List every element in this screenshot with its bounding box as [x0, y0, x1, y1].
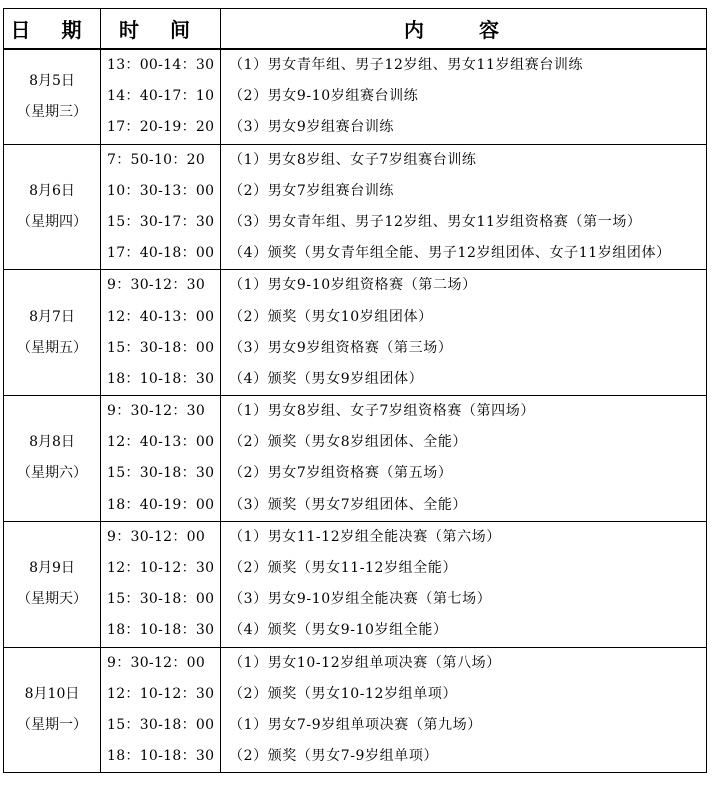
- time-slot: 9：30-12：00: [107, 654, 206, 671]
- event-item: （1）男女10-12岁组单项决赛（第八场）: [229, 654, 501, 671]
- schedule-table: [3, 8, 707, 773]
- header-row: [4, 9, 707, 50]
- event-item: （2）男女7岁组资格赛（第五场）: [229, 465, 453, 482]
- time-slot: 9：30-12：30: [107, 403, 206, 420]
- time-slot: 9：30-12：30: [107, 277, 206, 294]
- event-item: （1）男女9-10岁组资格赛（第二场）: [229, 277, 477, 294]
- content-cell: [221, 270, 707, 396]
- day-row: [4, 144, 707, 270]
- time-slot: 14：40-17：10: [107, 88, 215, 105]
- event-item: （3）男女9-10岁组全能决赛（第七场）: [229, 591, 492, 608]
- date-label: 8月8日: [29, 434, 75, 451]
- date-cell: [4, 49, 101, 144]
- date-cell: [4, 144, 101, 270]
- event-item: （2）颁奖（男女10岁组团体）: [229, 308, 433, 325]
- time-slot: 12：40-13：00: [107, 434, 215, 451]
- event-item: （3）男女9岁组资格赛（第三场）: [229, 339, 453, 356]
- time-slot: 18：10-18：30: [107, 748, 215, 765]
- schedule-body: [4, 49, 707, 773]
- event-item: （1）男女8岁组、女子7岁组资格赛（第四场）: [229, 403, 535, 420]
- time-slot: 12：40-13：00: [107, 308, 215, 325]
- time-slot: 15：30-18：30: [107, 465, 215, 482]
- header-date: 日 期: [4, 9, 101, 50]
- date-label: 8月6日: [29, 182, 75, 199]
- time-slot: 15：30-18：00: [107, 591, 215, 608]
- event-item: （1）男女8岁组、女子7岁组赛台训练: [229, 151, 477, 168]
- day-row: [4, 396, 707, 522]
- day-row: [4, 521, 707, 647]
- weekday-label: （星期天）: [17, 591, 87, 608]
- content-cell: [221, 396, 707, 522]
- weekday-label: （星期四）: [17, 213, 87, 230]
- event-item: （2）颁奖（男女10-12岁组单项）: [229, 685, 458, 702]
- date-label: 8月10日: [24, 685, 80, 702]
- event-item: （4）颁奖（男女9岁组团体）: [229, 370, 424, 387]
- time-cell: [101, 647, 221, 773]
- date-cell: [4, 521, 101, 647]
- weekday-label: （星期一）: [17, 716, 87, 733]
- weekday-label: （星期三）: [17, 103, 87, 120]
- day-row: [4, 647, 707, 773]
- time-slot: 9：30-12：00: [107, 528, 206, 545]
- time-slot: 15：30-18：00: [107, 339, 215, 356]
- day-row: [4, 49, 707, 144]
- event-item: （1）男女11-12岁组全能决赛（第六场）: [229, 528, 501, 545]
- event-item: （4）颁奖（男女9-10岁组全能）: [229, 622, 448, 639]
- time-slot: 18：10-18：30: [107, 622, 215, 639]
- time-slot: 12：10-12：30: [107, 560, 215, 576]
- event-item: （3）颁奖（男女7岁组团体、全能）: [229, 496, 468, 513]
- event-item: （1）男女7-9岁组单项决赛（第九场）: [229, 716, 482, 733]
- time-slot: 17：20-19：20: [107, 119, 215, 136]
- time-slot: 10：30-13：00: [107, 182, 215, 199]
- time-slot: 18：40-19：00: [107, 496, 215, 513]
- event-item: （3）男女9岁组赛台训练: [229, 119, 395, 136]
- header-time: 时 间: [101, 9, 221, 50]
- time-slot: 12：10-12：30: [107, 685, 215, 702]
- time-slot: 18：10-18：30: [107, 370, 215, 387]
- header-content: 内 容: [221, 9, 707, 50]
- event-item: （2）颁奖（男女8岁组团体、全能）: [229, 434, 468, 451]
- content-cell: [221, 647, 707, 773]
- time-slot: 15：30-18：00: [107, 716, 215, 733]
- time-slot: 15：30-17：30: [107, 213, 215, 230]
- time-cell: [101, 270, 221, 396]
- date-label: 8月9日: [29, 560, 75, 577]
- day-row: [4, 270, 707, 396]
- time-slot: 13：00-14：30: [107, 57, 215, 73]
- time-cell: [101, 144, 221, 270]
- time-cell: [101, 49, 221, 144]
- event-item: （2）男女7岁组赛台训练: [229, 182, 395, 199]
- date-label: 8月5日: [29, 72, 75, 89]
- content-cell: [221, 144, 707, 270]
- time-cell: [101, 396, 221, 522]
- event-item: （2）颁奖（男女7-9岁组单项）: [229, 748, 439, 765]
- event-item: （1）男女青年组、男子12岁组、男女11岁组赛台训练: [229, 57, 584, 73]
- time-cell: [101, 521, 221, 647]
- weekday-label: （星期五）: [17, 339, 87, 356]
- content-cell: [221, 49, 707, 144]
- time-slot: 17：40-18：00: [107, 245, 215, 262]
- event-item: （4）颁奖（男女青年组全能、男子12岁组团体、女子11岁组团体）: [229, 245, 671, 262]
- event-item: （2）颁奖（男女11-12岁组全能）: [229, 560, 458, 576]
- date-cell: [4, 396, 101, 522]
- date-cell: [4, 647, 101, 773]
- content-cell: [221, 521, 707, 647]
- time-slot: 7：50-10：20: [107, 151, 206, 168]
- date-label: 8月7日: [29, 308, 75, 325]
- weekday-label: （星期六）: [17, 465, 87, 482]
- event-item: （2）男女9-10岁组赛台训练: [229, 88, 419, 105]
- event-item: （3）男女青年组、男子12岁组、男女11岁组资格赛（第一场）: [229, 213, 642, 230]
- date-cell: [4, 270, 101, 396]
